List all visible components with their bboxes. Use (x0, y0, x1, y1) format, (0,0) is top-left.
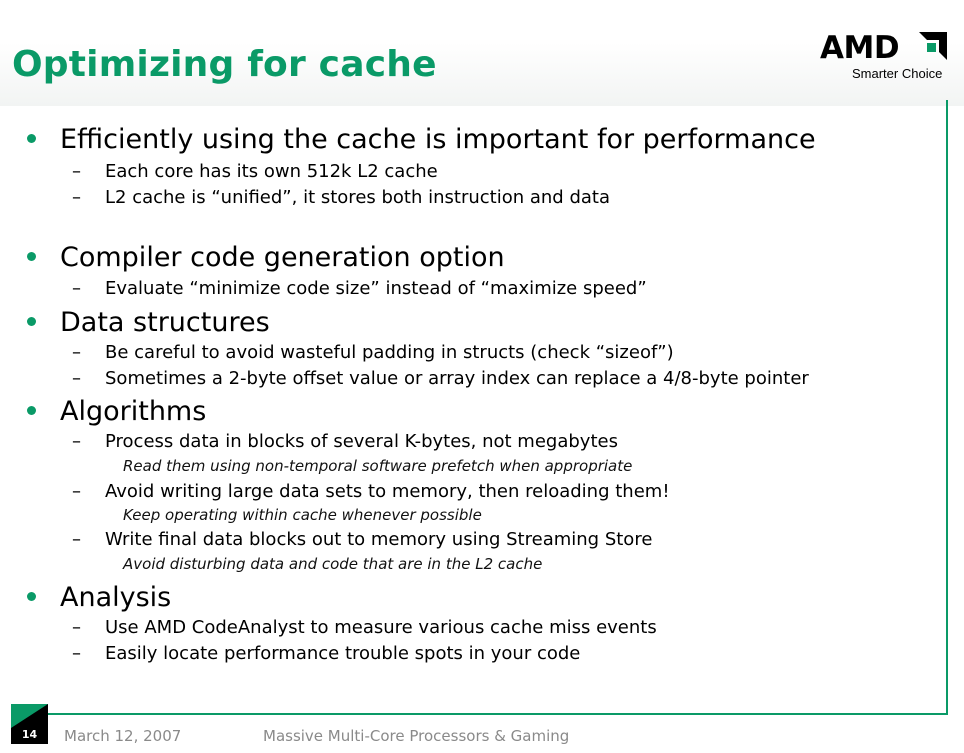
frame-bottom-rule (48, 713, 948, 715)
sub-bullet-text: Write final data blocks out to memory using Streaming Store (105, 529, 653, 550)
footer-date: March 12, 2007 (64, 727, 182, 745)
bullet-text: Data structures (60, 307, 270, 338)
dash-icon: – (72, 187, 81, 208)
bullet-text: Algorithms (60, 396, 207, 427)
dash-icon: – (72, 617, 81, 638)
logo-tagline: Smarter Choice (852, 66, 943, 81)
sub-bullet-text: Sometimes a 2-byte offset value or array index can replace a 4/8-byte pointer (105, 368, 809, 389)
sub-bullet-text: Easily locate performance trouble spots in your code (105, 643, 581, 664)
sub-bullet-text: Evaluate “minimize code size” instead of “maximize speed” (105, 278, 647, 299)
slide-title: Optimizing for cache (12, 44, 437, 85)
bullet-icon (27, 252, 36, 261)
bullet-icon (27, 134, 36, 143)
page-number: 14 (21, 728, 38, 741)
sub-bullet-note: Read them using non-temporal software prefetch when appropriate (123, 457, 633, 475)
sub-bullet-note: Avoid disturbing data and code that are in the L2 cache (123, 555, 543, 573)
bullet-icon (27, 592, 36, 601)
dash-icon: – (72, 431, 81, 452)
dash-icon: – (72, 643, 81, 664)
bullet-text: Compiler code generation option (60, 242, 505, 273)
page-number-badge (11, 704, 48, 744)
dash-icon: – (72, 342, 81, 363)
dash-icon: – (72, 481, 81, 502)
bullet-text: Efficiently using the cache is important for performance (60, 124, 816, 155)
badge-accent-icon (11, 704, 48, 728)
dash-icon: – (72, 529, 81, 550)
dash-icon: – (72, 161, 81, 182)
sub-bullet-text: Each core has its own 512k L2 cache (105, 161, 438, 182)
bullet-icon (27, 406, 36, 415)
sub-bullet-text: L2 cache is “unified”, it stores both instruction and data (105, 187, 610, 208)
sub-bullet-text: Process data in blocks of several K-bytes, not megabytes (105, 431, 618, 452)
dash-icon: – (72, 368, 81, 389)
footer-title: Massive Multi-Core Processors & Gaming (263, 727, 570, 745)
sub-bullet-note: Keep operating within cache whenever possible (123, 506, 482, 524)
bullet-icon (27, 317, 36, 326)
sub-bullet-text: Be careful to avoid wasteful padding in structs (check “sizeof”) (105, 342, 674, 363)
logo-wordmark: AMD (820, 30, 900, 66)
dash-icon: – (72, 278, 81, 299)
bullet-text: Analysis (60, 582, 172, 613)
sub-bullet-text: Use AMD CodeAnalyst to measure various cache miss events (105, 617, 657, 638)
sub-bullet-text: Avoid writing large data sets to memory, then reloading them! (105, 481, 670, 502)
